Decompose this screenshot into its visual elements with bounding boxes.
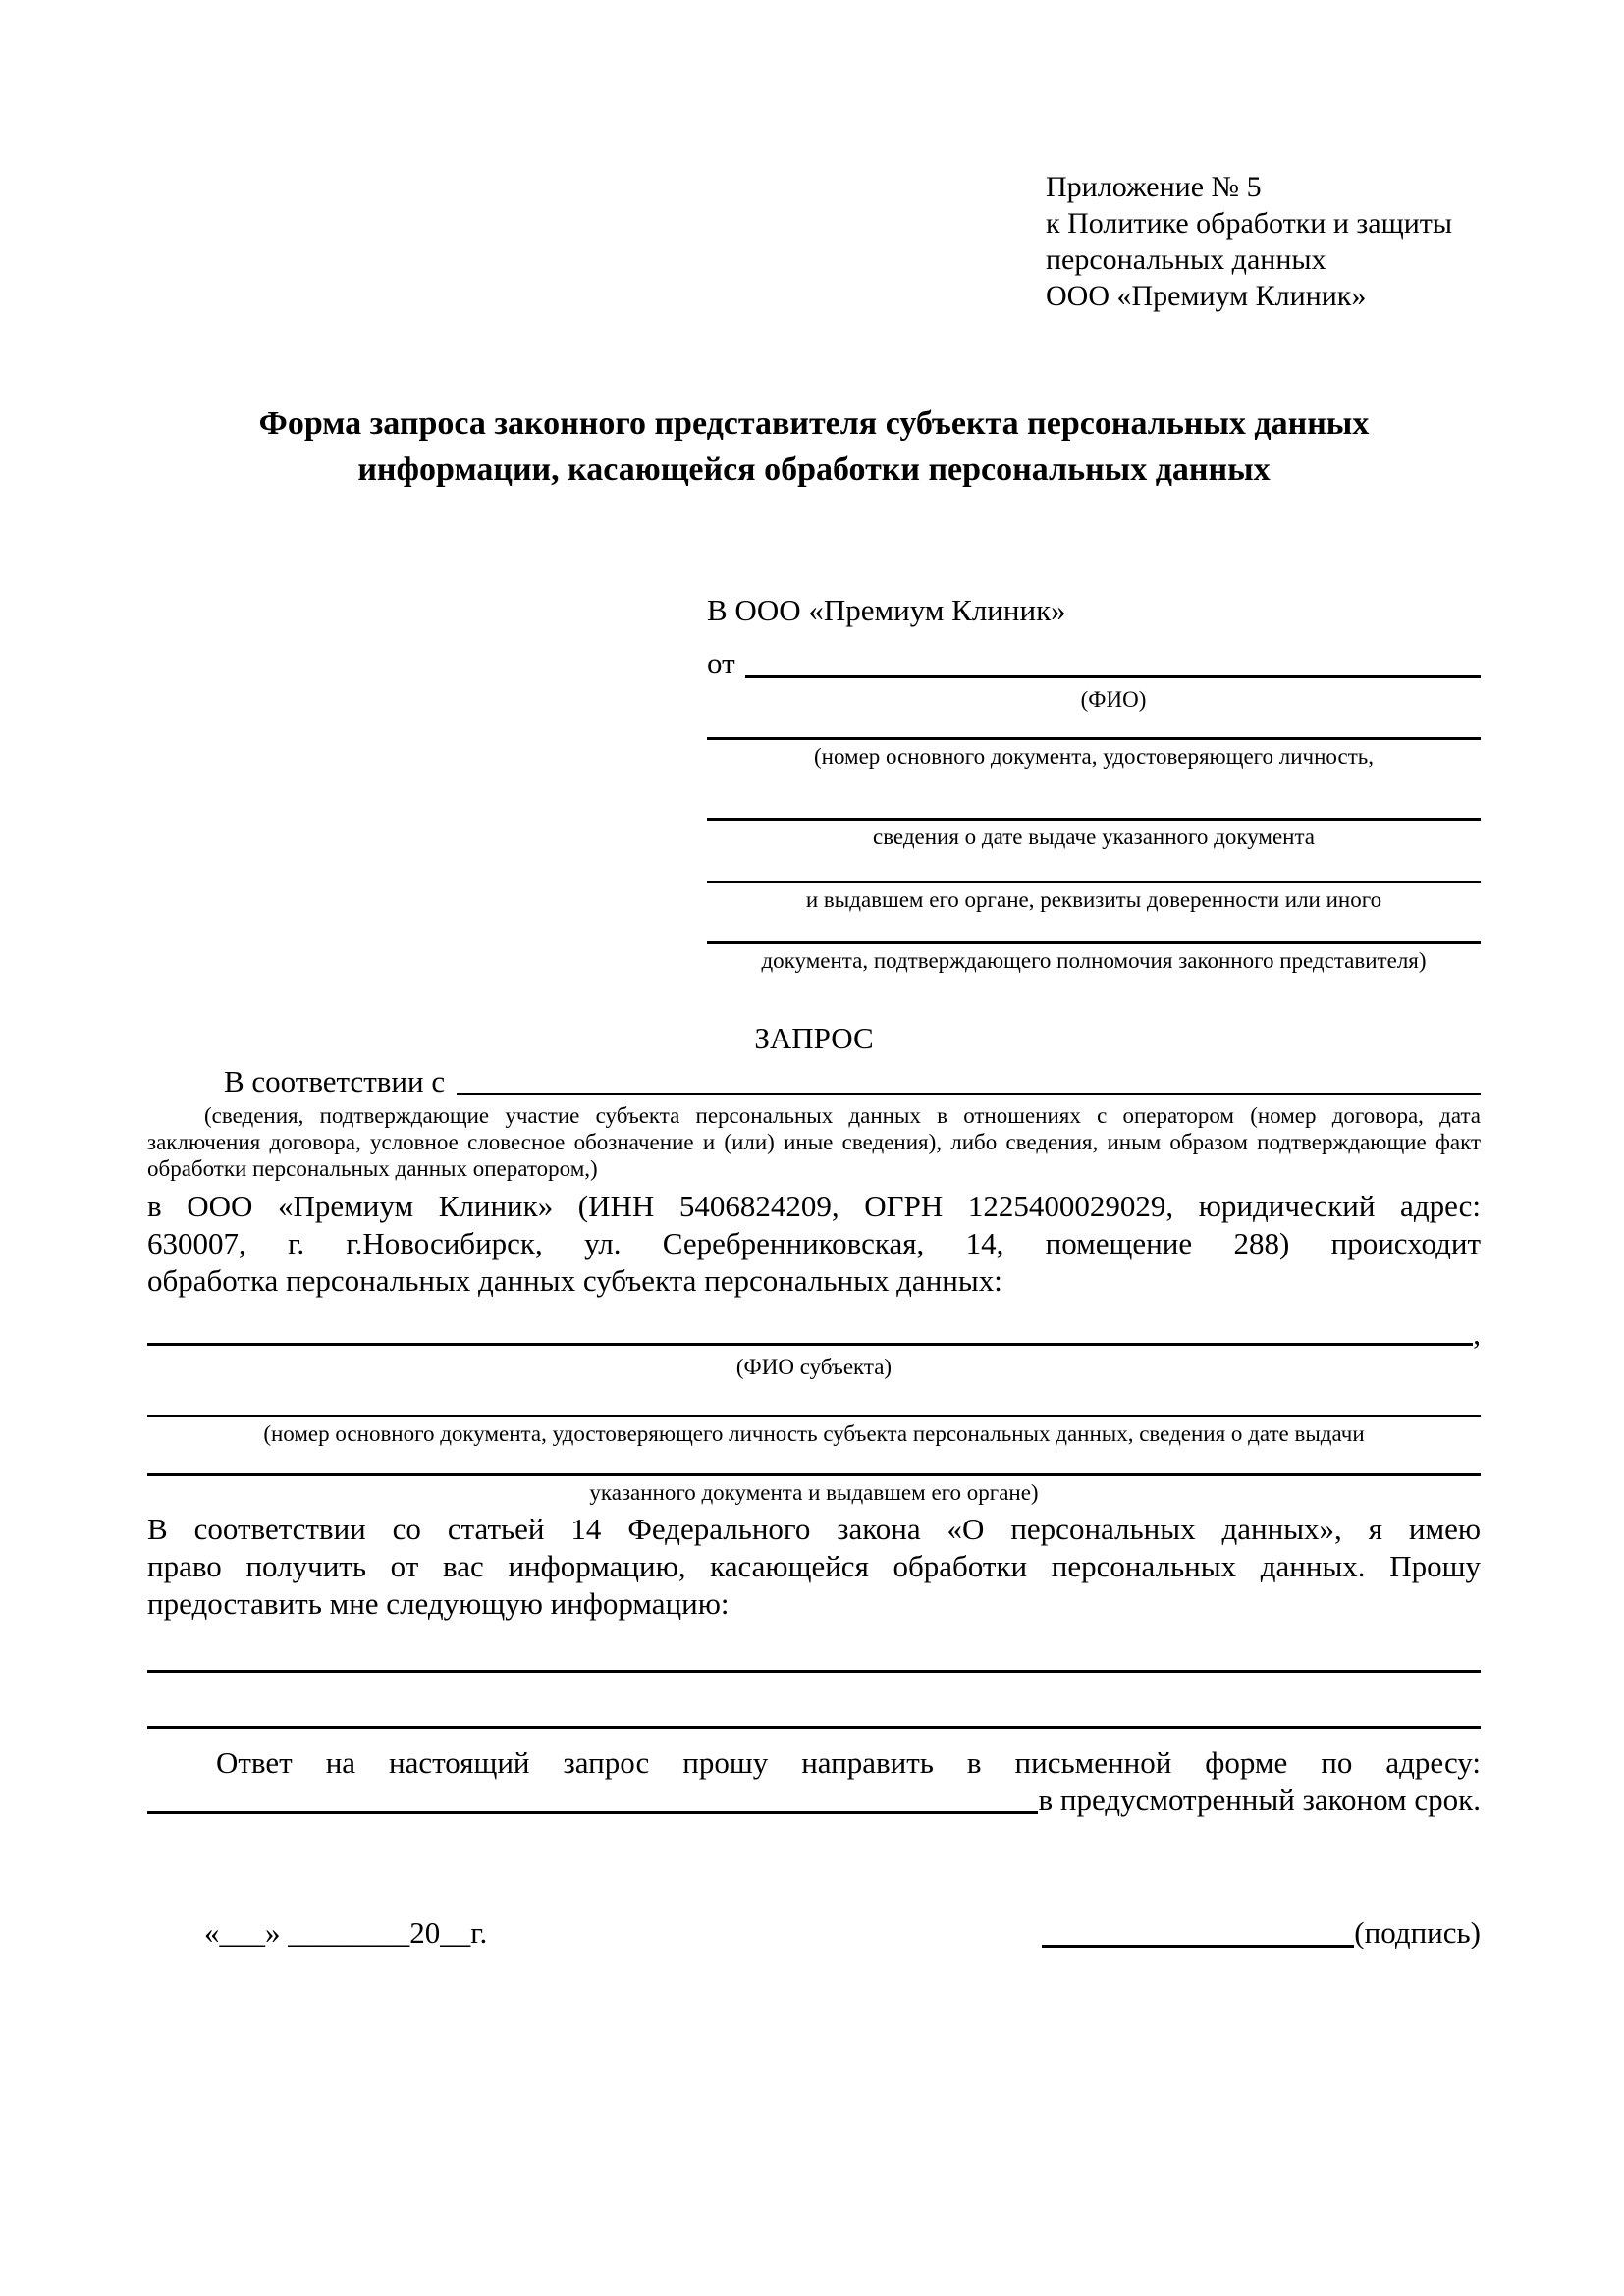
blank-field-caption: и выдавшем его органе, реквизиты доверенности или иного (805, 887, 1382, 912)
law-paragraph (147, 1511, 1481, 1623)
appendix-header-line: ООО «Премиум Клиник» (1046, 280, 1367, 312)
reply-address-blank-field (147, 1811, 1038, 1814)
date-line: «___» ________20__г. (204, 1915, 488, 1949)
signature-row (147, 1913, 1481, 1952)
appendix-header (1046, 169, 1481, 314)
representative-doc-row (707, 818, 1481, 851)
subject-doc-caption: (номер основного документа, удостоверяющего личность субъекта персональных данных, сведения о дате выдачи (263, 1421, 1365, 1446)
addressee-to: В ООО «Премиум Клиник» (707, 593, 1066, 627)
blank-field-caption: (номер основного документа, удостоверяющего личность, (813, 744, 1374, 769)
appendix-header-line: Приложение № 5 (1046, 171, 1262, 203)
request-heading: ЗАПРОС (754, 1021, 874, 1055)
accordance-captions (147, 1102, 1481, 1182)
information-blank-field (147, 1726, 1481, 1729)
subject-doc-blank-field (147, 1415, 1481, 1417)
appendix-header-line: персональных данных (1046, 243, 1326, 276)
accordance-blank-field (457, 1093, 1481, 1095)
subject-doc-blank-field (147, 1473, 1481, 1476)
law-paragraph-line: предоставить мне следующую информацию: (147, 1586, 730, 1621)
accordance-caption-line: обработки персональных данных оператором,) (147, 1156, 598, 1181)
document-title (147, 400, 1481, 493)
subject-fio-row (147, 1317, 1481, 1351)
representative-doc-row (707, 881, 1481, 914)
accordance-row (147, 1063, 1481, 1100)
signature-group (1042, 1913, 1481, 1952)
signature-caption: (подпись) (1354, 1915, 1481, 1949)
blank-field (707, 818, 1481, 821)
document-title-line-1: Форма запроса законного представителя субъекта персональных данных (258, 405, 1370, 442)
operator-paragraph-line: обработка персональных данных субъекта персональных данных: (147, 1263, 1002, 1298)
information-blank-field (147, 1670, 1481, 1673)
document-title-line-2: информации, касающейся обработки персональных данных (357, 452, 1271, 488)
blank-field-caption: документа, подтверждающего полномочия законного представителя) (761, 948, 1427, 973)
subject-fio-caption: (ФИО субъекта) (735, 1355, 893, 1379)
subject-fio-blank-field (147, 1343, 1473, 1346)
accordance-label: В соответствии с (224, 1064, 446, 1098)
operator-paragraph-line: в ООО «Премиум Клиник» (ИНН 5406824209, ОГРН 1225400029029, юридический адрес: (147, 1189, 1481, 1223)
operator-paragraph (147, 1188, 1481, 1300)
from-label: от (707, 646, 735, 680)
appendix-header-line: к Политике обработки и защиты (1046, 207, 1453, 240)
law-paragraph-line: В соответствии со статьей 14 Федерального закона «О персональных данных», я имею (147, 1512, 1481, 1546)
blank-field (707, 941, 1481, 944)
representative-doc-row (707, 737, 1481, 771)
reply-paragraph: Ответ на настоящий запрос прошу направить в письменной форме по адресу: (216, 1745, 1481, 1780)
blank-field (707, 737, 1481, 740)
subject-doc-caption: указанного документа и выдавшем его органе) (589, 1480, 1039, 1505)
operator-paragraph-line: 630007, г. г.Новосибирск, ул. Серебренниковская, 14, помещение 288) происходит (147, 1226, 1481, 1260)
fio-caption: (ФИО) (1080, 687, 1147, 712)
subject-fio-comma: , (1473, 1316, 1481, 1351)
from-row (707, 644, 1481, 683)
reply-address-row (147, 1782, 1481, 1819)
blank-field (707, 881, 1481, 883)
representative-doc-row (707, 941, 1481, 975)
blank-field-caption: сведения о дате выдаче указанного документа (872, 825, 1316, 849)
from-blank-field (745, 675, 1481, 678)
reply-tail: в предусмотренный законом срок. (1038, 1783, 1481, 1817)
addressee-block (707, 591, 1481, 975)
law-paragraph-line: право получить от вас информацию, касающейся обработки персональных данных. Прошу (147, 1549, 1481, 1583)
signature-blank-field (1042, 1945, 1354, 1948)
accordance-caption-line: заключения договора, условное словесное обозначение и (или) иные сведения), либо сведения, иным образом подтверждающие факт (147, 1130, 1481, 1154)
accordance-caption-line: (сведения, подтверждающие участие субъекта персональных данных в отношениях с оператором (номер договора, дата (204, 1103, 1481, 1128)
